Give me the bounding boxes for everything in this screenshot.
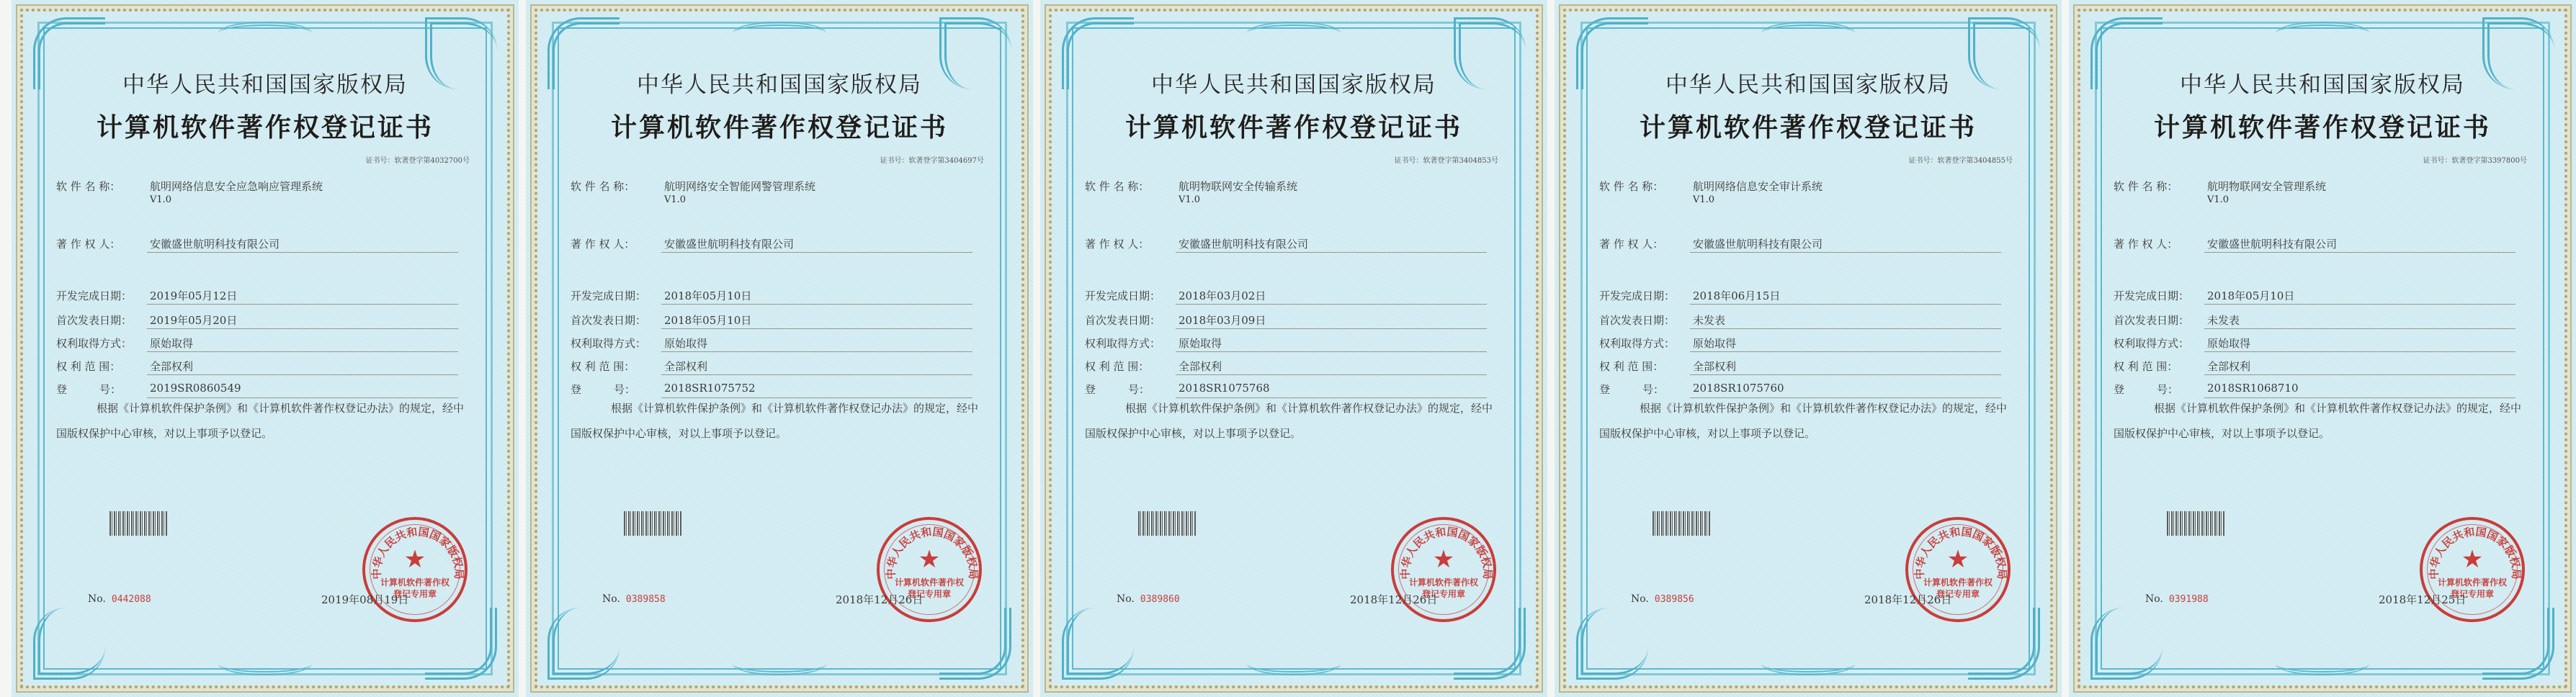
field-registration-number: [2114, 382, 2531, 397]
field-label: 首次发表日期：: [1599, 314, 1676, 327]
issuing-office: 中华人民共和国国家版权局: [637, 72, 922, 98]
seal-line-1: 计算机软件著作权: [380, 577, 450, 588]
scope-value: 全部权利: [1179, 360, 1222, 373]
field-label: 权利取得方式：: [1599, 337, 1676, 350]
field-rights-way: [1599, 336, 2017, 351]
dev-date-value: 2018年03月02日: [1179, 289, 1266, 302]
dev-date-value: 2018年06月15日: [1693, 289, 1781, 302]
registration-statement: 根据《计算机软件保护条例》和《计算机软件著作权登记办法》的规定，经中国版权保护中心审核，对以上事项予以登记。: [56, 402, 465, 440]
field-owner: [1599, 236, 2017, 252]
certificate-number: 证书号：软著登字第3397800号: [2423, 157, 2527, 165]
field-underline: [2204, 328, 2515, 329]
field-software-name: [56, 179, 474, 205]
field-label: 权利取得方式：: [2114, 337, 2190, 350]
serial-label: No.: [1631, 593, 1649, 605]
serial-label: No.: [2145, 593, 2163, 605]
seal-line-1: 计算机软件著作权: [2437, 577, 2507, 588]
field-label: 首次发表日期：: [2114, 314, 2190, 327]
seal-line-1: 计算机软件著作权: [1923, 577, 1993, 588]
certificate-number: 证书号：软著登字第3404855号: [1908, 157, 2013, 165]
field-label: 软 件 名 称：: [571, 180, 635, 193]
software-version-value: V1.0: [664, 194, 687, 205]
software-name-value: 航明网络信息安全应急响应管理系统: [150, 180, 323, 193]
field-underline: [2204, 304, 2515, 305]
field-registration-number: [571, 382, 988, 397]
field-underline: [2204, 252, 2515, 253]
field-scope: [1599, 359, 2017, 374]
issuing-office: 中华人民共和国国家版权局: [122, 72, 408, 98]
field-dev-date: [56, 288, 474, 304]
field-underline: [661, 304, 972, 305]
field-label: 登 号：: [571, 383, 636, 396]
registration-number-value: 2018SR1075752: [664, 382, 756, 395]
field-label: 权 利 范 围：: [2114, 360, 2178, 373]
scope-value: 全部权利: [150, 360, 194, 373]
seal-line-2: 登记专用章: [1936, 589, 1980, 599]
field-underline: [1690, 304, 2001, 305]
registration-statement: 根据《计算机软件保护条例》和《计算机软件著作权登记办法》的规定，经中国版权保护中心审核，对以上事项予以登记。: [571, 402, 979, 440]
certificate-title: 计算机软件著作权登记证书: [1124, 112, 1462, 143]
field-label: 著 作 权 人：: [571, 238, 635, 251]
seal-line-2: 登记专用章: [1421, 589, 1465, 599]
field-underline: [661, 252, 972, 253]
svg-text:中华人民共和国国家版权局: 中华人民共和国国家版权局: [2427, 525, 2523, 580]
dev-date-value: 2018年05月10日: [664, 289, 752, 302]
certificate-content: [1599, 66, 2017, 668]
field-scope: [56, 359, 474, 374]
field-label: 登 号：: [56, 383, 122, 396]
seal-line-2: 登记专用章: [2450, 589, 2494, 599]
certificate-content: [571, 66, 988, 668]
seal-star-icon: ★: [1946, 545, 1969, 574]
field-underline: [1176, 374, 1487, 375]
certificate-content: [2114, 66, 2531, 668]
field-registration-number: [1085, 382, 1503, 397]
barcode-icon: [624, 511, 681, 536]
issue-date: 2018年12月26日: [1350, 593, 1438, 606]
certificate-card: [2069, 0, 2576, 697]
field-label: 首次发表日期：: [56, 314, 133, 327]
top-flourish-icon: [733, 22, 826, 45]
field-software-name: [2114, 179, 2531, 205]
rights-way-value: 原始取得: [1693, 337, 1737, 350]
field-underline: [1176, 252, 1487, 253]
issuing-office: 中华人民共和国国家版权局: [1151, 72, 1436, 98]
svg-text:中华人民共和国国家版权局: 中华人民共和国国家版权局: [884, 525, 980, 580]
top-flourish-icon: [218, 22, 312, 45]
field-label: 著 作 权 人：: [1599, 238, 1664, 251]
field-rights-way: [571, 336, 988, 351]
rights-way-value: 原始取得: [664, 337, 708, 350]
pub-date-value: 2018年03月09日: [1179, 314, 1266, 327]
seal-star-icon: ★: [2461, 545, 2484, 574]
field-underline: [661, 374, 972, 375]
rights-way-value: 原始取得: [1179, 337, 1222, 350]
registration-statement: 根据《计算机软件保护条例》和《计算机软件著作权登记办法》的规定，经中国版权保护中心审核，对以上事项予以登记。: [1599, 402, 2008, 440]
field-owner: [2114, 236, 2531, 252]
barcode-icon: [1653, 511, 1710, 536]
certificate-content: [56, 66, 474, 668]
field-label: 软 件 名 称：: [56, 180, 121, 193]
field-software-name: [571, 179, 988, 205]
field-underline: [1690, 374, 2001, 375]
serial-value: 0391988: [2168, 594, 2209, 605]
seal-star-icon: ★: [1432, 545, 1455, 574]
software-name-value: 航明网络安全智能网警管理系统: [664, 180, 816, 193]
field-underline: [147, 252, 458, 253]
owner-value: 安徽盛世航明科技有限公司: [150, 238, 280, 251]
registration-number-value: 2018SR1075760: [1693, 382, 1784, 395]
issuing-office: 中华人民共和国国家版权局: [2180, 72, 2465, 98]
field-owner: [1085, 236, 1503, 252]
software-name-value: 航明物联网安全管理系统: [2207, 180, 2327, 193]
pub-date-value: 未发表: [2207, 314, 2240, 327]
field-label: 开发完成日期：: [571, 289, 647, 302]
field-label: 软 件 名 称：: [2114, 180, 2178, 193]
seal-star-icon: ★: [403, 545, 426, 574]
software-name-value: 航明网络信息安全审计系统: [1693, 180, 1823, 193]
field-pub-date: [1085, 312, 1503, 328]
top-flourish-icon: [1761, 22, 1855, 45]
field-label: 开发完成日期：: [1085, 289, 1161, 302]
field-dev-date: [571, 288, 988, 304]
field-underline: [2204, 351, 2515, 352]
certificate-title: 计算机软件著作权登记证书: [1639, 112, 1977, 143]
svg-text:中华人民共和国国家版权局: 中华人民共和国国家版权局: [1913, 525, 2009, 580]
field-label: 首次发表日期：: [1085, 314, 1161, 327]
field-label: 权 利 范 围：: [1599, 360, 1664, 373]
field-label: 登 号：: [1599, 383, 1665, 396]
field-scope: [1085, 359, 1503, 374]
field-underline: [1176, 351, 1487, 352]
software-name-value: 航明物联网安全传输系统: [1179, 180, 1298, 193]
field-underline: [661, 351, 972, 352]
field-label: 登 号：: [1085, 383, 1150, 396]
certificate-card: [1040, 0, 1547, 697]
seal-star-icon: ★: [918, 545, 941, 574]
field-label: 权 利 范 围：: [1085, 360, 1150, 373]
field-label: 首次发表日期：: [571, 314, 647, 327]
software-version-value: V1.0: [150, 194, 172, 205]
field-dev-date: [2114, 288, 2531, 304]
serial-label: No.: [88, 593, 106, 605]
field-underline: [147, 304, 458, 305]
certificate-number: 证书号：软著登字第3404853号: [1394, 157, 1498, 165]
field-label: 软 件 名 称：: [1085, 180, 1150, 193]
field-label: 开发完成日期：: [1599, 289, 1676, 302]
registration-statement: 根据《计算机软件保护条例》和《计算机软件著作权登记办法》的规定，经中国版权保护中心审核，对以上事项予以登记。: [1085, 402, 1493, 440]
serial-value: 0442088: [111, 594, 151, 605]
seal-line-2: 登记专用章: [393, 589, 437, 599]
field-label: 开发完成日期：: [2114, 289, 2190, 302]
rights-way-value: 原始取得: [150, 337, 194, 350]
field-label: 开发完成日期：: [56, 289, 133, 302]
field-software-name: [1085, 179, 1503, 205]
serial-value: 0389860: [1140, 594, 1180, 605]
barcode-icon: [1138, 511, 1196, 536]
serial-value: 0389858: [625, 594, 666, 605]
serial-number: [602, 593, 666, 605]
dev-date-value: 2019年05月12日: [150, 289, 238, 302]
field-label: 权 利 范 围：: [571, 360, 635, 373]
field-underline: [1176, 304, 1487, 305]
software-version-value: V1.0: [1179, 194, 1201, 205]
rights-way-value: 原始取得: [2207, 337, 2251, 350]
field-underline: [1690, 351, 2001, 352]
certificate-number: 证书号：软著登字第3404697号: [880, 157, 984, 165]
serial-value: 0389856: [1654, 594, 1694, 605]
field-registration-number: [56, 382, 474, 397]
scope-value: 全部权利: [1693, 360, 1737, 373]
serial-number: [2145, 593, 2209, 605]
certificate-title: 计算机软件著作权登记证书: [96, 112, 434, 143]
field-underline: [2204, 374, 2515, 375]
field-underline: [661, 328, 972, 329]
field-label: 权利取得方式：: [571, 337, 647, 350]
field-pub-date: [1599, 312, 2017, 328]
field-dev-date: [1599, 288, 2017, 304]
software-version-value: V1.0: [1693, 194, 1715, 205]
issue-date: 2018年12月25日: [2379, 593, 2467, 606]
scope-value: 全部权利: [2207, 360, 2251, 373]
registration-number-value: 2018SR1075768: [1179, 382, 1270, 395]
issue-date: 2018年12月26日: [836, 593, 923, 606]
field-software-name: [1599, 179, 2017, 205]
registration-statement: 根据《计算机软件保护条例》和《计算机软件著作权登记办法》的规定，经中国版权保护中心审核，对以上事项予以登记。: [2114, 402, 2522, 440]
field-underline: [147, 328, 458, 329]
barcode-icon: [2167, 511, 2224, 536]
field-rights-way: [1085, 336, 1503, 351]
barcode-icon: [109, 511, 167, 536]
field-underline: [147, 351, 458, 352]
certificate-title: 计算机软件著作权登记证书: [610, 112, 948, 143]
owner-value: 安徽盛世航明科技有限公司: [664, 238, 795, 251]
certificate-card: [1555, 0, 2062, 697]
field-scope: [571, 359, 988, 374]
svg-text:中华人民共和国国家版权局: 中华人民共和国国家版权局: [1398, 525, 1495, 580]
certificate-number: 证书号：软著登字第4032700号: [365, 157, 470, 165]
field-label: 著 作 权 人：: [2114, 238, 2178, 251]
field-label: 著 作 权 人：: [56, 238, 121, 251]
owner-value: 安徽盛世航明科技有限公司: [1179, 238, 1309, 251]
serial-label: No.: [1117, 593, 1135, 605]
pub-date-value: 未发表: [1693, 314, 1726, 327]
field-label: 著 作 权 人：: [1085, 238, 1150, 251]
svg-text:中华人民共和国国家版权局: 中华人民共和国国家版权局: [370, 525, 466, 580]
pub-date-value: 2018年05月10日: [664, 314, 752, 327]
registration-number-value: 2019SR0860549: [150, 382, 241, 395]
field-underline: [147, 374, 458, 375]
field-rights-way: [56, 336, 474, 351]
field-owner: [571, 236, 988, 252]
certificate-title: 计算机软件著作权登记证书: [2153, 112, 2491, 143]
serial-label: No.: [602, 593, 620, 605]
field-scope: [2114, 359, 2531, 374]
top-flourish-icon: [2276, 22, 2369, 45]
seal-line-1: 计算机软件著作权: [1408, 577, 1478, 588]
serial-number: [1631, 593, 1694, 605]
serial-number: [88, 593, 151, 605]
field-pub-date: [2114, 312, 2531, 328]
field-pub-date: [56, 312, 474, 328]
field-pub-date: [571, 312, 988, 328]
field-label: 软 件 名 称：: [1599, 180, 1664, 193]
field-dev-date: [1085, 288, 1503, 304]
dev-date-value: 2018年05月10日: [2207, 289, 2295, 302]
field-label: 登 号：: [2114, 383, 2179, 396]
field-label: 权 利 范 围：: [56, 360, 121, 373]
scope-value: 全部权利: [664, 360, 708, 373]
field-label: 权利取得方式：: [1085, 337, 1161, 350]
field-underline: [1690, 328, 2001, 329]
serial-number: [1117, 593, 1180, 605]
pub-date-value: 2019年05月20日: [150, 314, 238, 327]
seal-line-2: 登记专用章: [907, 589, 951, 599]
field-underline: [1176, 328, 1487, 329]
certificate-card: [12, 0, 519, 697]
seal-line-1: 计算机软件著作权: [894, 577, 964, 588]
top-flourish-icon: [1247, 22, 1341, 45]
owner-value: 安徽盛世航明科技有限公司: [2207, 238, 2338, 251]
field-registration-number: [1599, 382, 2017, 397]
certificate-card: [526, 0, 1033, 697]
software-version-value: V1.0: [2207, 194, 2230, 205]
issue-date: 2019年08月19日: [321, 593, 409, 606]
certificate-content: [1085, 66, 1503, 668]
issuing-office: 中华人民共和国国家版权局: [1665, 72, 1951, 98]
field-owner: [56, 236, 474, 252]
registration-number-value: 2018SR1068710: [2207, 382, 2299, 395]
field-rights-way: [2114, 336, 2531, 351]
owner-value: 安徽盛世航明科技有限公司: [1693, 238, 1823, 251]
field-label: 权利取得方式：: [56, 337, 133, 350]
issue-date: 2018年12月26日: [1864, 593, 1952, 606]
field-underline: [1690, 252, 2001, 253]
